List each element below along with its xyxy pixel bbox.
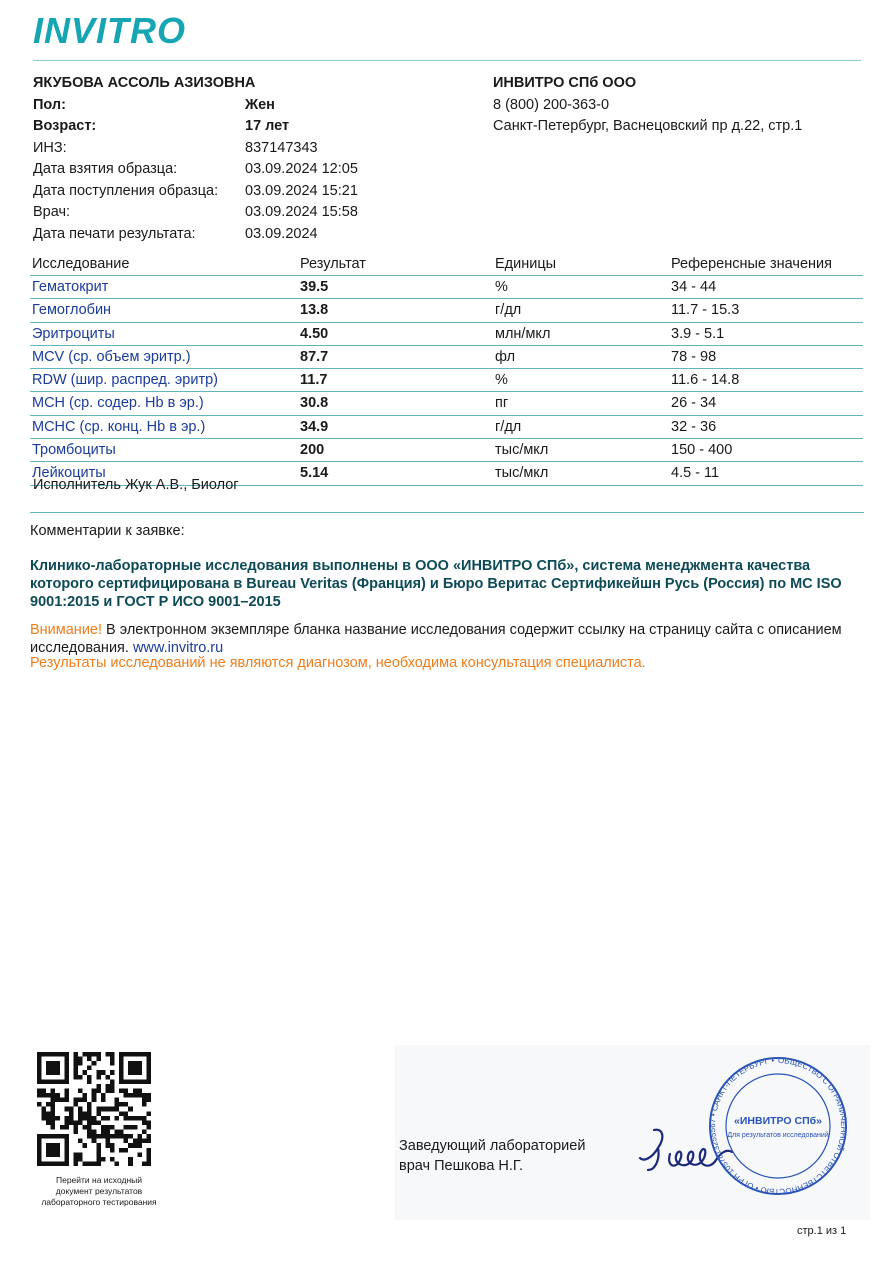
- result-value: 4.50: [300, 325, 329, 342]
- reference-range: 4.5 - 11: [671, 465, 720, 482]
- patient-field-label: Пол:: [33, 96, 66, 113]
- patient-field-value: 03.09.2024 15:58: [245, 204, 358, 220]
- test-name-link[interactable]: MCV (ср. объем эритр.): [32, 348, 191, 365]
- reference-range: 150 - 400: [671, 442, 733, 459]
- header-ref: Референсные значения: [671, 256, 832, 272]
- units-value: %: [495, 279, 508, 295]
- units-value: %: [495, 372, 508, 389]
- result-value: 5.14: [300, 465, 329, 482]
- svg-text:Для результатов исследований: Для результатов исследований: [727, 1132, 829, 1139]
- table-row: [30, 416, 863, 439]
- table-row: [30, 323, 863, 346]
- performer: Исполнитель Жук А.В., Биолог: [33, 477, 239, 493]
- reference-range: 26 - 34: [671, 395, 717, 412]
- test-name-link[interactable]: Эритроциты: [32, 325, 115, 342]
- patient-field-row: [33, 116, 290, 138]
- patient-field-label: Возраст:: [33, 118, 97, 134]
- result-value: 39.5: [300, 279, 329, 295]
- attention-note: [30, 621, 865, 657]
- test-name-link[interactable]: Лейкоциты: [32, 465, 106, 482]
- lab-head-title: Заведующий лабораторией: [399, 1138, 586, 1154]
- table-row: [30, 276, 863, 299]
- header-divider: [33, 60, 861, 61]
- patient-field-value: 17 лет: [245, 118, 290, 134]
- table-row: [30, 299, 863, 322]
- result-value: 200: [300, 442, 325, 459]
- units-value: тыс/мкл: [495, 442, 549, 459]
- units-value: г/дл: [495, 302, 522, 319]
- units-value: млн/мкл: [495, 325, 551, 342]
- header-test: Исследование: [32, 256, 130, 272]
- results-table: [30, 253, 863, 486]
- result-value: 34.9: [300, 418, 329, 435]
- reference-range: 11.6 - 14.8: [671, 372, 740, 389]
- result-value: 30.8: [300, 395, 329, 412]
- test-name-link[interactable]: Гематокрит: [32, 279, 109, 295]
- patient-field-row: [33, 95, 275, 117]
- lab-head-name: врач Пешкова Н.Г.: [399, 1158, 524, 1174]
- patient-info: [33, 73, 358, 245]
- patient-name: ЯКУБОВА АССОЛЬ АЗИЗОВНА: [33, 75, 256, 91]
- patient-field-row: [33, 138, 318, 160]
- test-name-link[interactable]: MCH (ср. содер. Hb в эр.): [32, 395, 204, 412]
- lab-stamp: [708, 1040, 848, 1212]
- reference-range: 11.7 - 15.3: [671, 302, 740, 319]
- units-value: г/дл: [495, 418, 522, 435]
- section-divider: [30, 512, 864, 513]
- comments-label: Комментарии к заявке:: [30, 523, 185, 539]
- patient-field-label: Дата печати результата:: [33, 225, 196, 242]
- attention-text: В электронном экземпляре бланка название исследования содержит ссылку на страницу сайта с описанием исследования.: [30, 622, 842, 656]
- result-value: 13.8: [300, 302, 329, 319]
- header-result: Результат: [300, 256, 366, 272]
- units-value: фл: [495, 348, 516, 365]
- lab-head: [399, 1136, 585, 1176]
- qr-caption: Перейти на исходный документ результатов лабораторного тестирования: [41, 1175, 157, 1207]
- reference-range: 32 - 36: [671, 418, 717, 435]
- table-row: [30, 369, 863, 392]
- patient-field-label: Дата взятия образца:: [33, 161, 178, 177]
- table-row: [30, 346, 863, 369]
- lab-phone: 8 (800) 200-363-0: [493, 96, 610, 113]
- certification-note: Клинико-лабораторные исследования выполнены в ООО «ИНВИТРО СПб», система менеджмента качества которого сертифицирована в Bureau Veritas (Франция) и Бюро Веритас Сертификейшн Русь (Россия) по МС ISO 9001:2015 и ГОСТ Р ИСО 9001–2015: [30, 558, 842, 610]
- invitro-logo: INVITRO: [33, 10, 187, 51]
- patient-field-value: 03.09.2024: [245, 225, 318, 242]
- result-value: 11.7: [300, 372, 328, 389]
- reference-range: 78 - 98: [671, 348, 717, 365]
- attention-label: Внимание!: [30, 622, 103, 638]
- qr-code[interactable]: [37, 1052, 151, 1166]
- lab-address: Санкт-Петербург, Васнецовский пр д.22, стр.1: [493, 118, 803, 134]
- patient-field-value: Жен: [245, 96, 275, 113]
- patient-field-row: [33, 159, 358, 181]
- patient-field-row: [33, 181, 358, 203]
- result-value: 87.7: [300, 348, 329, 365]
- patient-field-value: 03.09.2024 12:05: [245, 161, 358, 177]
- patient-field-row: [33, 202, 358, 224]
- svg-text:«ИНВИТРО СПб»: «ИНВИТРО СПб»: [734, 1115, 822, 1127]
- invitro-link[interactable]: www.invitro.ru: [132, 640, 224, 656]
- test-name-link[interactable]: MCHC (ср. конц. Hb в эр.): [32, 418, 206, 435]
- patient-field-label: Дата поступления образца:: [33, 182, 219, 199]
- lab-name: ИНВИТРО СПб ООО: [493, 75, 637, 91]
- patient-field-row: [33, 224, 318, 246]
- svg-text:ОБЩЕСТВО С ОГРАНИЧЕННОЙ ОТВЕТС: ОБЩЕСТВО С ОГРАНИЧЕННОЙ ОТВЕТСТВЕННОСТЬЮ • ОГРН 1057813255567 • САНКТ-ПЕТЕРБУРГ •: [708, 1055, 848, 1197]
- patient-field-value: 837147343: [245, 139, 318, 156]
- reference-range: 34 - 44: [671, 279, 717, 295]
- results-header: [30, 253, 863, 276]
- patient-field-value: 03.09.2024 15:21: [245, 182, 358, 199]
- units-value: тыс/мкл: [495, 465, 549, 482]
- test-name-link[interactable]: Гемоглобин: [32, 302, 112, 319]
- header-units: Единицы: [495, 256, 557, 272]
- reference-range: 3.9 - 5.1: [671, 325, 725, 342]
- lab-info: [493, 73, 802, 138]
- disclaimer: Результаты исследований не являются диагнозом, необходима консультация специалиста.: [30, 655, 646, 671]
- patient-field-label: Врач:: [33, 204, 71, 220]
- test-name-link[interactable]: Тромбоциты: [32, 442, 116, 459]
- table-row: [30, 392, 863, 415]
- patient-field-label: ИНЗ:: [33, 139, 67, 156]
- test-name-link[interactable]: RDW (шир. распред. эритр): [32, 372, 218, 389]
- page-number: стр.1 из 1: [797, 1225, 847, 1237]
- units-value: пг: [495, 395, 509, 412]
- table-row: [30, 439, 863, 462]
